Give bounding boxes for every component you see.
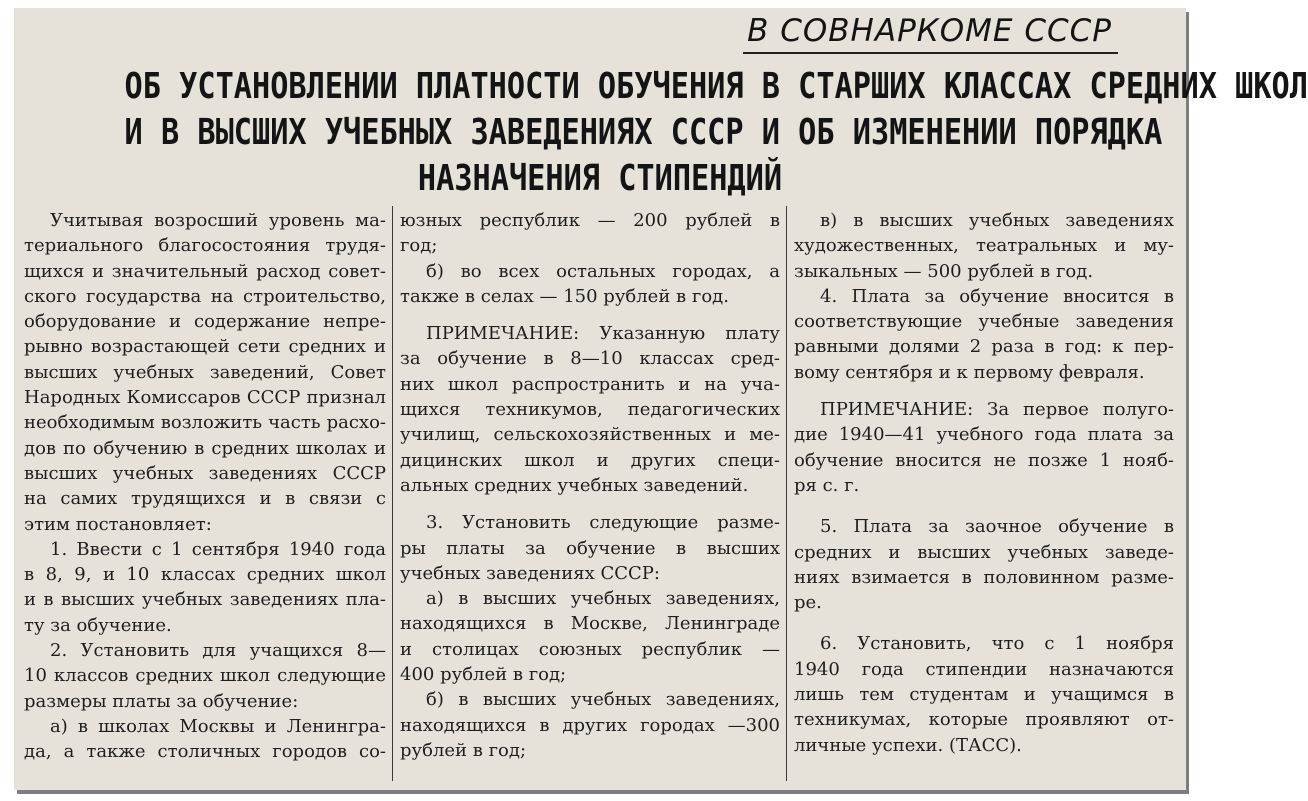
text-line: средних и высших учебных заведе-	[794, 541, 1174, 563]
text-line: обучение вносится не позже 1 нояб-	[794, 449, 1174, 471]
text-line: лишь тем студентам и учащимся в	[794, 684, 1174, 706]
text-line: личные успехи. (ТАСС).	[794, 734, 1022, 756]
text-line: ре.	[794, 592, 822, 614]
text-line: 4. Плата за обучение вносится в	[820, 285, 1174, 307]
text-line: ского государства на строительство,	[24, 285, 386, 307]
text-line: находящихся в Москве, Ленинграде	[400, 613, 780, 635]
text-line: ры платы за обучение в высших	[400, 537, 780, 559]
text-line: Народных Комиссаров СССР признал	[24, 387, 386, 409]
text-line: Учитывая возросший уровень ма-	[50, 210, 386, 231]
text-line: учебных заведениях СССР:	[400, 562, 660, 584]
text-line: необходимым возложить часть расхо-	[24, 412, 386, 434]
text-line: техникумах, которые проявляют от-	[794, 709, 1174, 731]
text-line: щихся техникумов, педагогических	[400, 399, 780, 421]
text-line: художественных, театральных и му-	[794, 235, 1174, 257]
text-line: альных средних учебных заведений.	[400, 474, 749, 496]
text-line: высших учебных заведениях СССР	[24, 462, 386, 484]
text-line: и столицах союзных республик —	[400, 638, 780, 660]
article-column-3	[794, 208, 1174, 790]
text-line: год;	[400, 235, 438, 257]
text-line: размеры платы за обучение:	[24, 690, 299, 712]
text-line: щихся и значительный расход совет-	[24, 260, 386, 282]
text-line: юзных республик — 200 рублей в	[400, 210, 780, 231]
text-line: 10 классов средних школ следующие	[24, 665, 386, 687]
column-divider-1	[392, 206, 393, 781]
text-line: ниях взимается в половинном разме-	[794, 566, 1174, 588]
text-line: училищ, сельскохозяйственных и ме-	[400, 424, 780, 446]
text-line: б) во всех остальных городах, а	[426, 260, 780, 282]
text-line: рублей в год;	[400, 739, 527, 761]
text-line: также в селах — 150 рублей в год.	[400, 285, 729, 307]
text-line: ПРИМЕЧАНИЕ: За первое полуго-	[820, 399, 1174, 421]
text-line: рывно возрастающей сети средних и	[24, 336, 386, 358]
text-line: оборудование и содержание непре-	[24, 311, 386, 333]
text-line: этим постановляет:	[24, 513, 212, 535]
text-line: в) в высших учебных заведениях	[820, 210, 1174, 231]
text-line: 6. Установить, что с 1 ноября	[820, 633, 1174, 655]
text-line: ря с. г.	[794, 474, 860, 496]
text-line: в 8, 9, и 10 классах средних школ	[24, 564, 386, 586]
text-line: б) в высших учебных заведениях,	[426, 689, 780, 711]
column-divider-2	[786, 206, 787, 781]
article-column-1	[24, 208, 386, 790]
text-line: териального благосостояния трудя-	[24, 235, 386, 257]
text-line: находящихся в других городах —300	[400, 714, 780, 736]
text-line: дицинских школ и других специ-	[400, 449, 780, 471]
section-rubric: В СОВНАРКОМЕ СССР	[743, 10, 1118, 54]
text-line: дов по обучению в средних школах и	[24, 437, 386, 459]
headline-line-3: НАЗНАЧЕНИЯ СТИПЕНДИЙ	[417, 158, 783, 199]
text-line: и в высших учебных заведениях пла-	[24, 589, 386, 611]
text-line: за обучение в 8—10 классах сред-	[400, 348, 780, 370]
text-line: 1940 года стипендии назначаются	[794, 658, 1174, 680]
headline-line-1: ОБ УСТАНОВЛЕНИИ ПЛАТНОСТИ ОБУЧЕНИЯ В СТАРШИХ КЛАССАХ СРЕДНИХ ШКОЛ	[124, 66, 1308, 107]
text-line: 1. Ввести с 1 сентября 1940 года	[50, 538, 386, 560]
text-line: 400 рублей в год;	[400, 664, 567, 686]
text-line: а) в школах Москвы и Ленингра-	[50, 715, 386, 737]
text-line: ПРИМЕЧАНИЕ: Указанную плату	[426, 323, 780, 345]
text-line: 2. Установить для учащихся 8—	[50, 640, 386, 662]
article-column-2	[400, 208, 780, 790]
text-line: вому сентября и к первому февраля.	[794, 361, 1145, 383]
text-line: 5. Плата за заочное обучение в	[820, 516, 1174, 538]
text-line: соответствующие учебные заведения	[794, 311, 1174, 333]
text-line: да, а также столичных городов со-	[24, 741, 386, 763]
text-line: зыкальных — 500 рублей в год.	[794, 260, 1094, 282]
newspaper-clipping	[14, 8, 1308, 790]
headline-line-2: И В ВЫСШИХ УЧЕБНЫХ ЗАВЕДЕНИЯХ СССР И ОБ ИЗМЕНЕНИИ ПОРЯДКА	[124, 112, 1163, 153]
text-line: равными долями 2 раза в год: к пер-	[794, 336, 1174, 358]
text-line: 3. Установить следующие разме-	[426, 512, 780, 534]
text-line: на самих трудящихся и в связи с	[24, 488, 386, 510]
text-line: дие 1940—41 учебного года плата за	[794, 424, 1174, 446]
text-line: высших учебных заведений, Совет	[24, 361, 386, 383]
text-line: ту за обучение.	[24, 614, 172, 636]
text-line: а) в высших учебных заведениях,	[426, 588, 780, 610]
text-line: них школ распространить и на уча-	[400, 373, 780, 395]
